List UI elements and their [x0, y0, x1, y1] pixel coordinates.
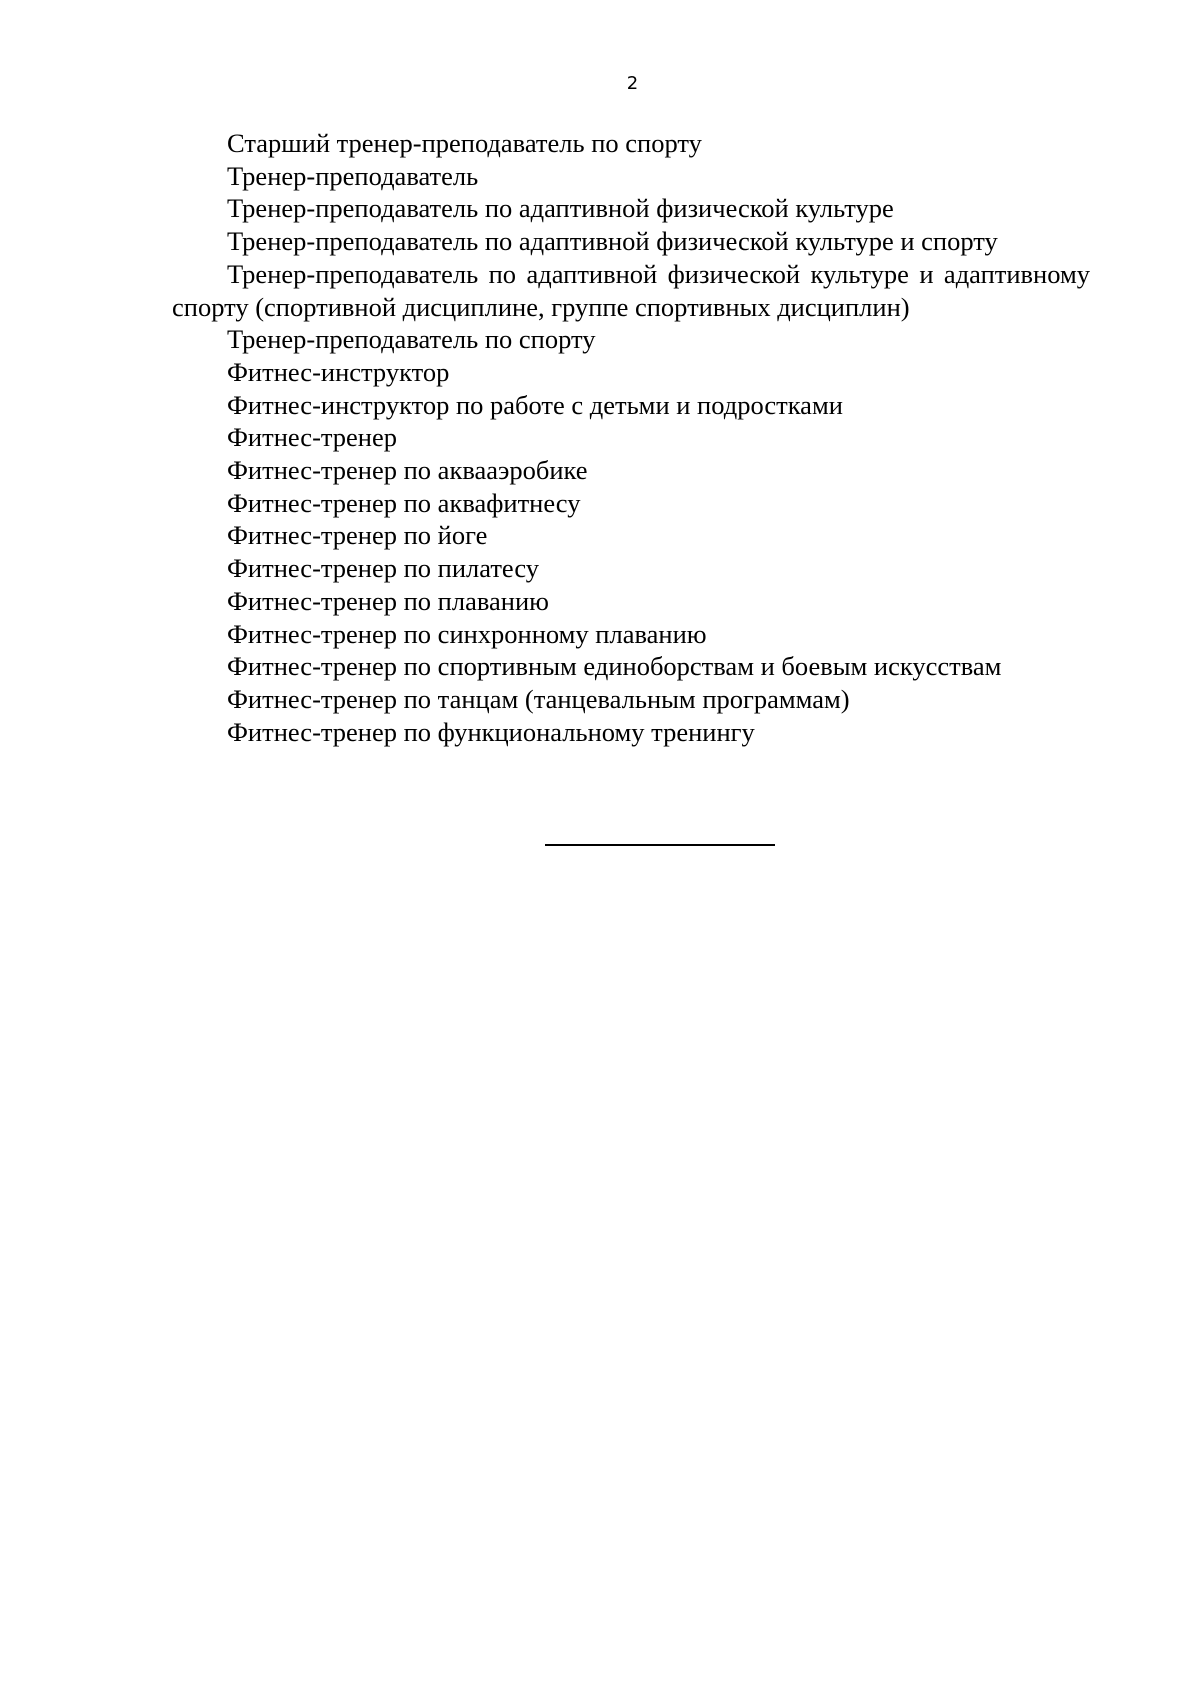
- list-item: Фитнес-тренер: [227, 422, 397, 453]
- list-item: Фитнес-тренер по аквафитнесу: [227, 487, 581, 518]
- list-item: Тренер-преподаватель: [227, 160, 479, 191]
- list-item: Фитнес-инструктор по работе с детьми и подростками: [227, 389, 843, 420]
- list-item: Фитнес-тренер по спортивным единоборствам и боевым искусствам: [227, 651, 1002, 682]
- list-item: Старший тренер-преподаватель по спорту: [227, 128, 702, 158]
- list-item: Фитнес-тренер по плаванию: [227, 585, 549, 616]
- list-item: Фитнес-тренер по функциональному тренингу: [227, 716, 755, 747]
- list-item: Фитнес-тренер по танцам (танцевальным программам): [227, 683, 850, 714]
- list-item: Тренер-преподаватель по спорту: [227, 324, 596, 355]
- page-number: 2: [626, 73, 639, 94]
- end-rule: [545, 844, 775, 846]
- list-item: Тренер-преподаватель по адаптивной физической культуре и адаптивному спорту (спортивной дисциплине, группе спортивных дисциплин): [172, 258, 1090, 322]
- job-title-list: [172, 127, 1090, 748]
- list-item: Фитнес-тренер по синхронному плаванию: [227, 618, 707, 649]
- list-item: Тренер-преподаватель по адаптивной физической культуре и спорту: [227, 226, 998, 257]
- list-item: Фитнес-инструктор: [227, 356, 450, 387]
- list-item: Тренер-преподаватель по адаптивной физической культуре: [227, 193, 894, 224]
- list-item: Фитнес-тренер по йоге: [227, 520, 488, 551]
- list-item: Фитнес-тренер по аквааэробике: [227, 455, 588, 486]
- list-item: Фитнес-тренер по пилатесу: [227, 553, 540, 584]
